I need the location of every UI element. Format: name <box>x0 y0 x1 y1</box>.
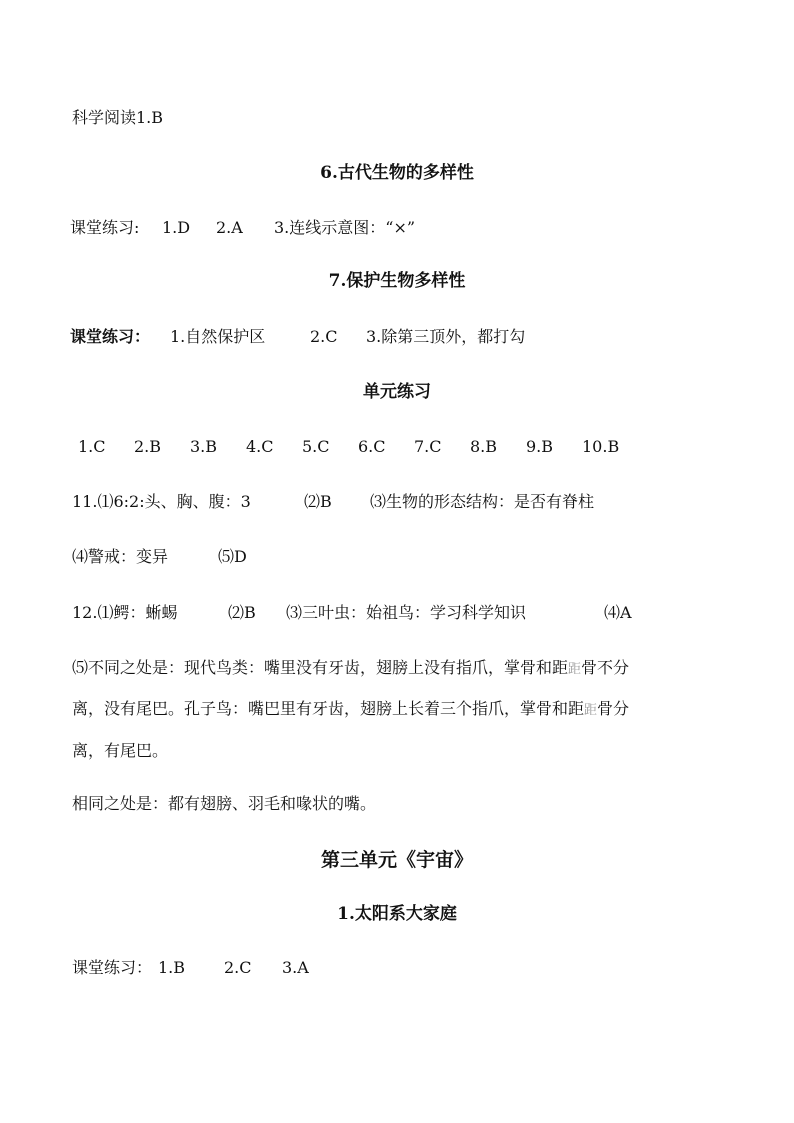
q12-5-line-3: 离，有尾巴。 <box>72 741 169 760</box>
unit-answer-8: 8.B <box>470 437 498 456</box>
unit-answer-3: 3.B <box>190 437 218 456</box>
science-reading-answer: 科学阅读1.B <box>72 108 164 127</box>
section-heading-ancient-biodiversity: 6.古代生物的多样性 <box>320 163 474 183</box>
exercise-label: 课堂练习： <box>70 327 151 346</box>
unit-answer-4: 4.C <box>246 437 274 456</box>
text-segment: ⑸不同之处是：现代鸟类：嘴里没有牙齿，翅膀上没有指爪，掌骨和距 <box>72 658 569 677</box>
watermark-char: 距 <box>584 703 598 718</box>
q12-similarity: 相同之处是：都有翅膀、羽毛和喙状的嘴。 <box>72 794 377 813</box>
unit-answer-1: 1.C <box>78 437 106 456</box>
q11-part-3: ⑶生物的形态结构：是否有脊柱 <box>370 492 595 511</box>
unit3-heading: 第三单元《宇宙》 <box>320 849 473 871</box>
text-segment: 离，没有尾巴。孔子鸟：嘴巴里有牙齿，翅膀上长着三个指爪，掌骨和距 <box>72 699 585 718</box>
answer-3: 3.除第三顶外，都打勾 <box>366 327 526 346</box>
answer-2: 2.C <box>310 327 338 346</box>
q12-5-line-1 <box>72 658 629 680</box>
answer-3: 3.连线示意图：“×” <box>274 218 416 237</box>
section-heading-solar-system: 1.太阳系大家庭 <box>337 904 457 924</box>
unit-answer-7: 7.C <box>414 437 442 456</box>
q11-part-1: 11.⑴6:2:头、胸、腹：3 <box>72 492 251 511</box>
answer-3: 3.A <box>282 958 309 977</box>
answer-2: 2.A <box>216 218 243 237</box>
q12-part-1: 12.⑴鳄：蜥蜴 <box>72 603 178 622</box>
q11-part-4: ⑷警戒：变异 <box>72 547 169 566</box>
unit-answer-9: 9.B <box>526 437 554 456</box>
q12-5-line-2 <box>72 699 629 721</box>
unit-answer-2: 2.B <box>134 437 162 456</box>
q12-part-4: ⑷A <box>604 603 632 622</box>
unit-answer-6: 6.C <box>358 437 386 456</box>
section-heading-unit-exercise: 单元练习 <box>363 382 431 402</box>
answer-1: 1.自然保护区 <box>170 327 266 346</box>
q12-part-2: ⑵B <box>228 603 256 622</box>
q11-part-5: ⑸D <box>218 547 247 566</box>
exercise-label: 课堂练习: <box>70 218 140 237</box>
text-segment: 骨分 <box>597 699 630 718</box>
text-segment: 骨不分 <box>581 658 630 677</box>
q11-part-2: ⑵B <box>304 492 332 511</box>
unit-answer-10: 10.B <box>582 437 620 456</box>
exercise-label: 课堂练习： <box>72 958 153 977</box>
answer-1: 1.B <box>158 958 186 977</box>
q12-part-3: ⑶三叶虫：始祖鸟：学习科学知识 <box>286 603 527 622</box>
answer-2: 2.C <box>224 958 252 977</box>
section-heading-protect-biodiversity: 7.保护生物多样性 <box>328 271 466 291</box>
unit-answer-5: 5.C <box>302 437 330 456</box>
answer-1: 1.D <box>162 218 191 237</box>
watermark-char: 距 <box>568 662 582 677</box>
